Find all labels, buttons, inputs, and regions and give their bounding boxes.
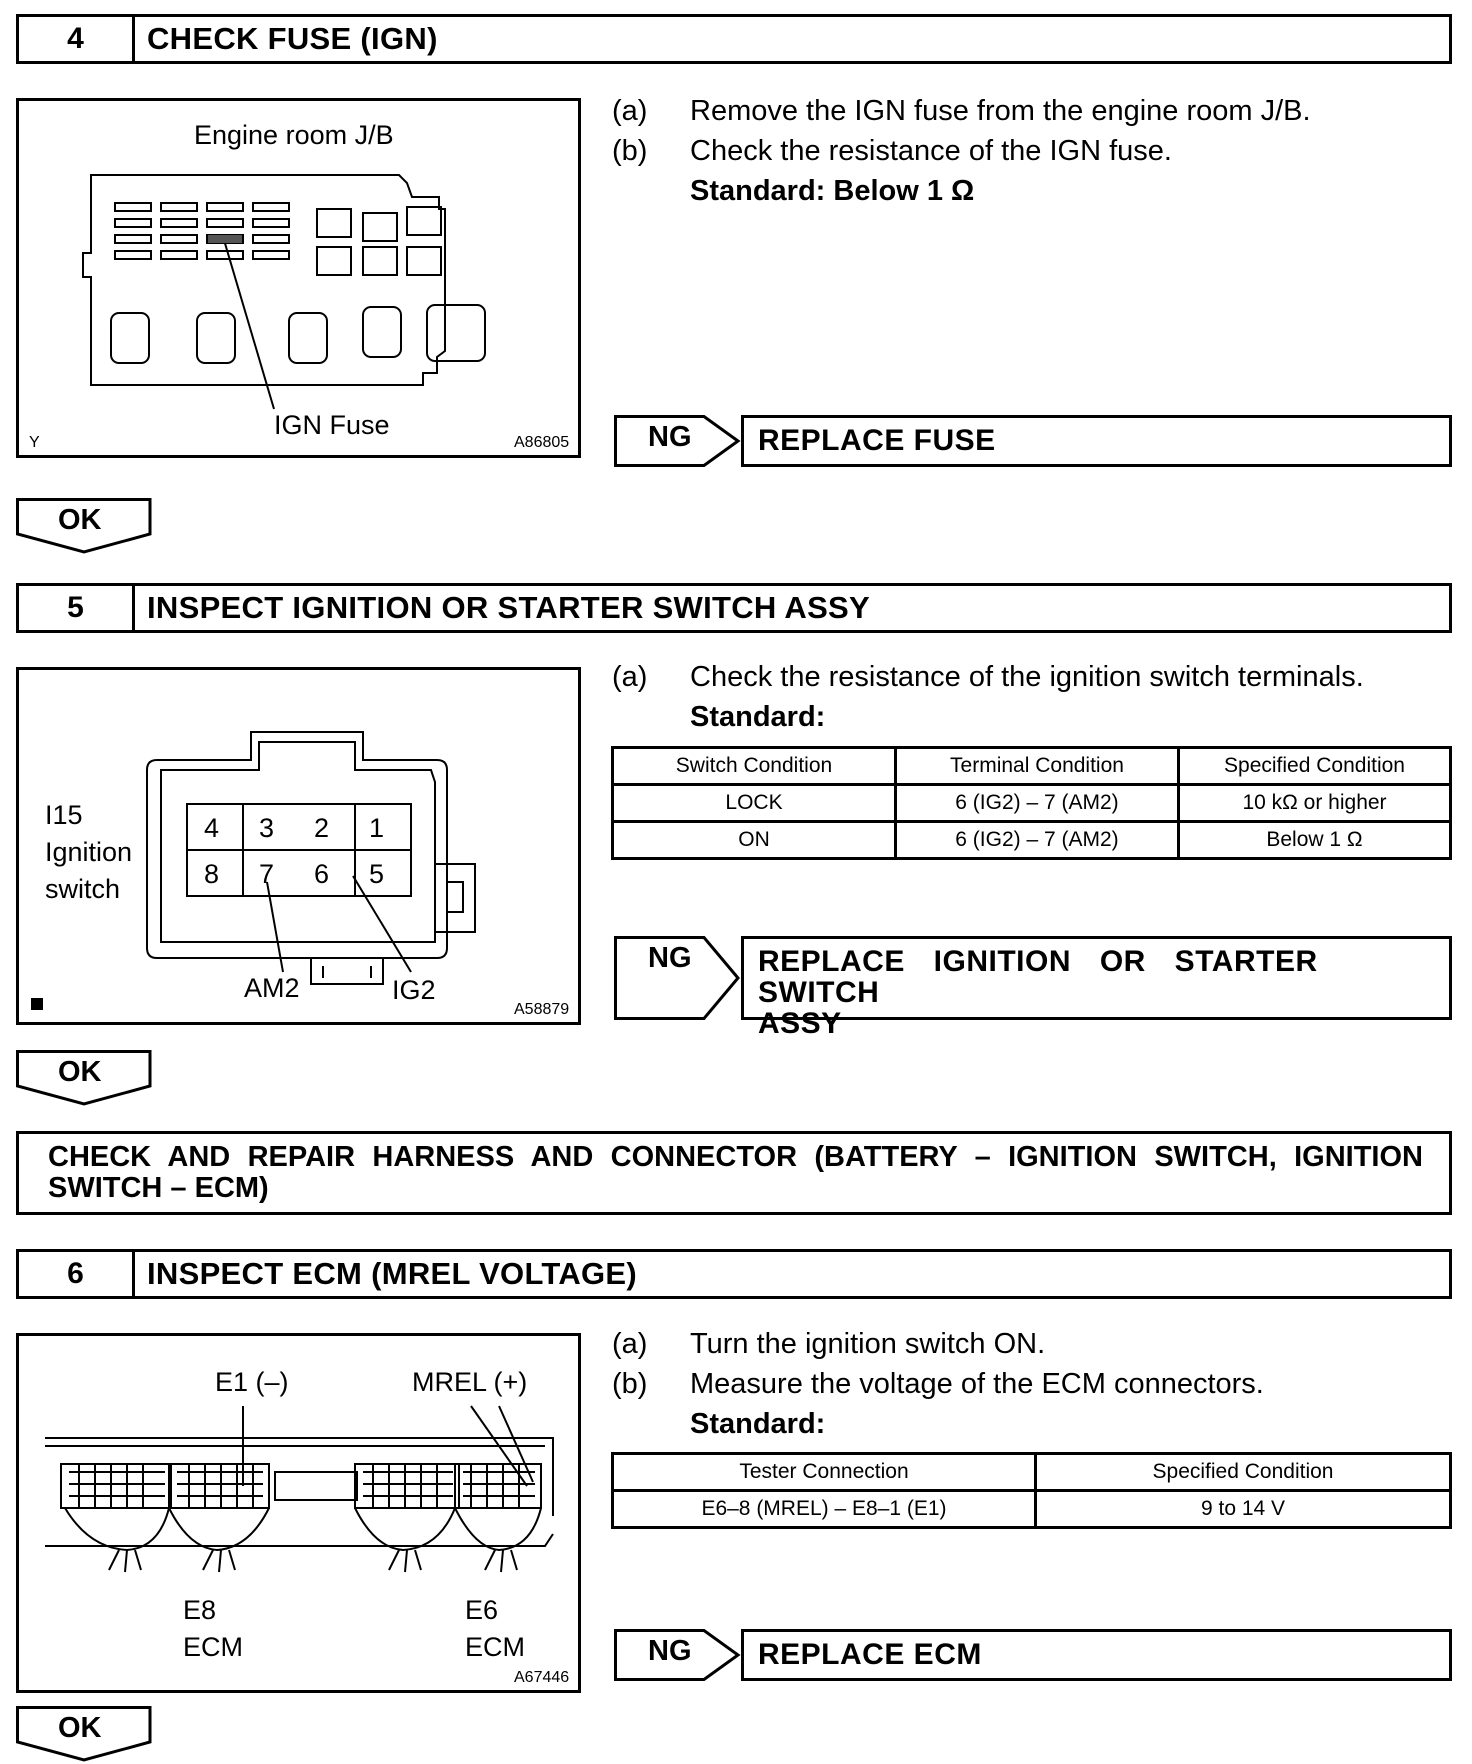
standard-text: Standard: (690, 1408, 826, 1440)
figure-corner-mark: Y (29, 434, 40, 451)
instruction-b (612, 131, 1311, 171)
ok-label: OK (58, 1056, 102, 1088)
connector-name-line1: Ignition (45, 837, 133, 867)
table-header: Tester Connection (613, 1454, 1036, 1491)
instruction-a (612, 91, 1311, 131)
pin-3: 3 (259, 813, 275, 843)
step-4-header (16, 14, 1452, 64)
instruction-marker: (b) (612, 135, 648, 167)
step-4-instructions (612, 91, 1311, 211)
instruction-b (612, 1364, 1264, 1404)
step-title: INSPECT IGNITION OR STARTER SWITCH ASSY (147, 590, 871, 625)
instruction-a (612, 657, 1364, 697)
ng-result-box: REPLACE ECM (741, 1629, 1452, 1681)
table-cell: 10 kΩ or higher (1179, 785, 1451, 822)
ign-fuse-callout: IGN Fuse (274, 410, 390, 440)
ng-label: NG (648, 1635, 692, 1667)
ng-result-line2: ASSY (758, 1007, 842, 1040)
e8-connector-label (183, 1592, 243, 1666)
am2-callout: AM2 (244, 973, 300, 1003)
instruction-a (612, 1324, 1264, 1364)
ng-result-line1: REPLACE IGNITION OR STARTER SWITCH (758, 945, 1318, 1009)
ignition-switch-figure (16, 667, 581, 1025)
instruction-text: Check the resistance of the IGN fuse. (690, 135, 1172, 167)
instruction-marker: (a) (612, 95, 648, 127)
step-6-header (16, 1249, 1452, 1299)
connector-code: E8 (183, 1595, 217, 1625)
step-5-header (16, 583, 1452, 633)
connector-name-line2: switch (45, 874, 121, 904)
pin-8: 8 (204, 859, 220, 889)
figure-id: A67446 (514, 1669, 570, 1686)
pin-5: 5 (369, 859, 385, 889)
instruction-marker: (b) (612, 1368, 648, 1400)
step-number: 5 (19, 586, 135, 630)
step-5-instructions (612, 657, 1364, 737)
table-cell: ON (613, 822, 896, 859)
ng-label: NG (648, 421, 692, 453)
instruction-marker: (a) (612, 1328, 648, 1360)
e6-connector-label (465, 1592, 525, 1666)
instruction-text: Remove the IGN fuse from the engine room J/B. (690, 95, 1311, 127)
table-cell: 6 (IG2) – 7 (AM2) (896, 822, 1179, 859)
pin-2: 2 (314, 813, 330, 843)
ecm-voltage-table (611, 1452, 1452, 1529)
table-row (613, 1491, 1451, 1528)
standard-text: Standard: Below 1 Ω (690, 175, 975, 207)
table-row (613, 785, 1451, 822)
repair-instruction-box: CHECK AND REPAIR HARNESS AND CONNECTOR (BATTERY – IGNITION SWITCH, IGNITION SWITCH – ECM) (16, 1131, 1452, 1215)
step-title: INSPECT ECM (MREL VOLTAGE) (147, 1256, 638, 1291)
ig2-callout: IG2 (392, 975, 436, 1005)
instruction-text: Turn the ignition switch ON. (690, 1328, 1046, 1360)
table-cell: 9 to 14 V (1036, 1491, 1451, 1528)
pin-7: 7 (259, 859, 275, 889)
pin-4: 4 (204, 813, 220, 843)
standard-text: Standard: (690, 701, 826, 733)
pin-6: 6 (314, 859, 330, 889)
connector-ecm: ECM (183, 1632, 243, 1662)
table-cell: 6 (IG2) – 7 (AM2) (896, 785, 1179, 822)
fuse-box-diagram (19, 101, 584, 461)
ecm-connectors-figure (16, 1333, 581, 1693)
ok-label: OK (58, 1712, 102, 1744)
mrel-callout: MREL (+) (412, 1367, 528, 1397)
ng-result-box: REPLACE FUSE (741, 415, 1452, 467)
instruction-marker: (a) (612, 661, 648, 693)
connector-code: E6 (465, 1595, 499, 1625)
e1-callout: E1 (–) (215, 1367, 289, 1397)
figure-top-label: Engine room J/B (194, 120, 394, 150)
ok-label: OK (58, 504, 102, 536)
table-cell: Below 1 Ω (1179, 822, 1451, 859)
figure-id: A58879 (514, 1001, 570, 1018)
ng-label: NG (648, 942, 692, 974)
figure-id: A86805 (514, 434, 570, 451)
table-header-row (613, 748, 1451, 785)
switch-resistance-table (611, 746, 1452, 860)
table-cell: LOCK (613, 785, 896, 822)
step-6-instructions (612, 1324, 1264, 1444)
step-number: 6 (19, 1252, 135, 1296)
connector-label (45, 797, 132, 908)
connector-ecm: ECM (465, 1632, 525, 1662)
instruction-text: Measure the voltage of the ECM connectors. (690, 1368, 1264, 1400)
table-cell: E6–8 (MREL) – E8–1 (E1) (613, 1491, 1036, 1528)
step-number: 4 (19, 17, 135, 61)
connector-id: I15 (45, 800, 83, 830)
table-header: Specified Condition (1179, 748, 1451, 785)
step-title: CHECK FUSE (IGN) (147, 21, 438, 56)
engine-room-jb-figure (16, 98, 581, 458)
table-header: Terminal Condition (896, 748, 1179, 785)
table-header: Switch Condition (613, 748, 896, 785)
table-header-row (613, 1454, 1451, 1491)
table-row (613, 822, 1451, 859)
table-header: Specified Condition (1036, 1454, 1451, 1491)
instruction-text: Check the resistance of the ignition switch terminals. (690, 661, 1364, 693)
ng-result-box (741, 936, 1452, 1040)
pin-1: 1 (369, 813, 385, 843)
